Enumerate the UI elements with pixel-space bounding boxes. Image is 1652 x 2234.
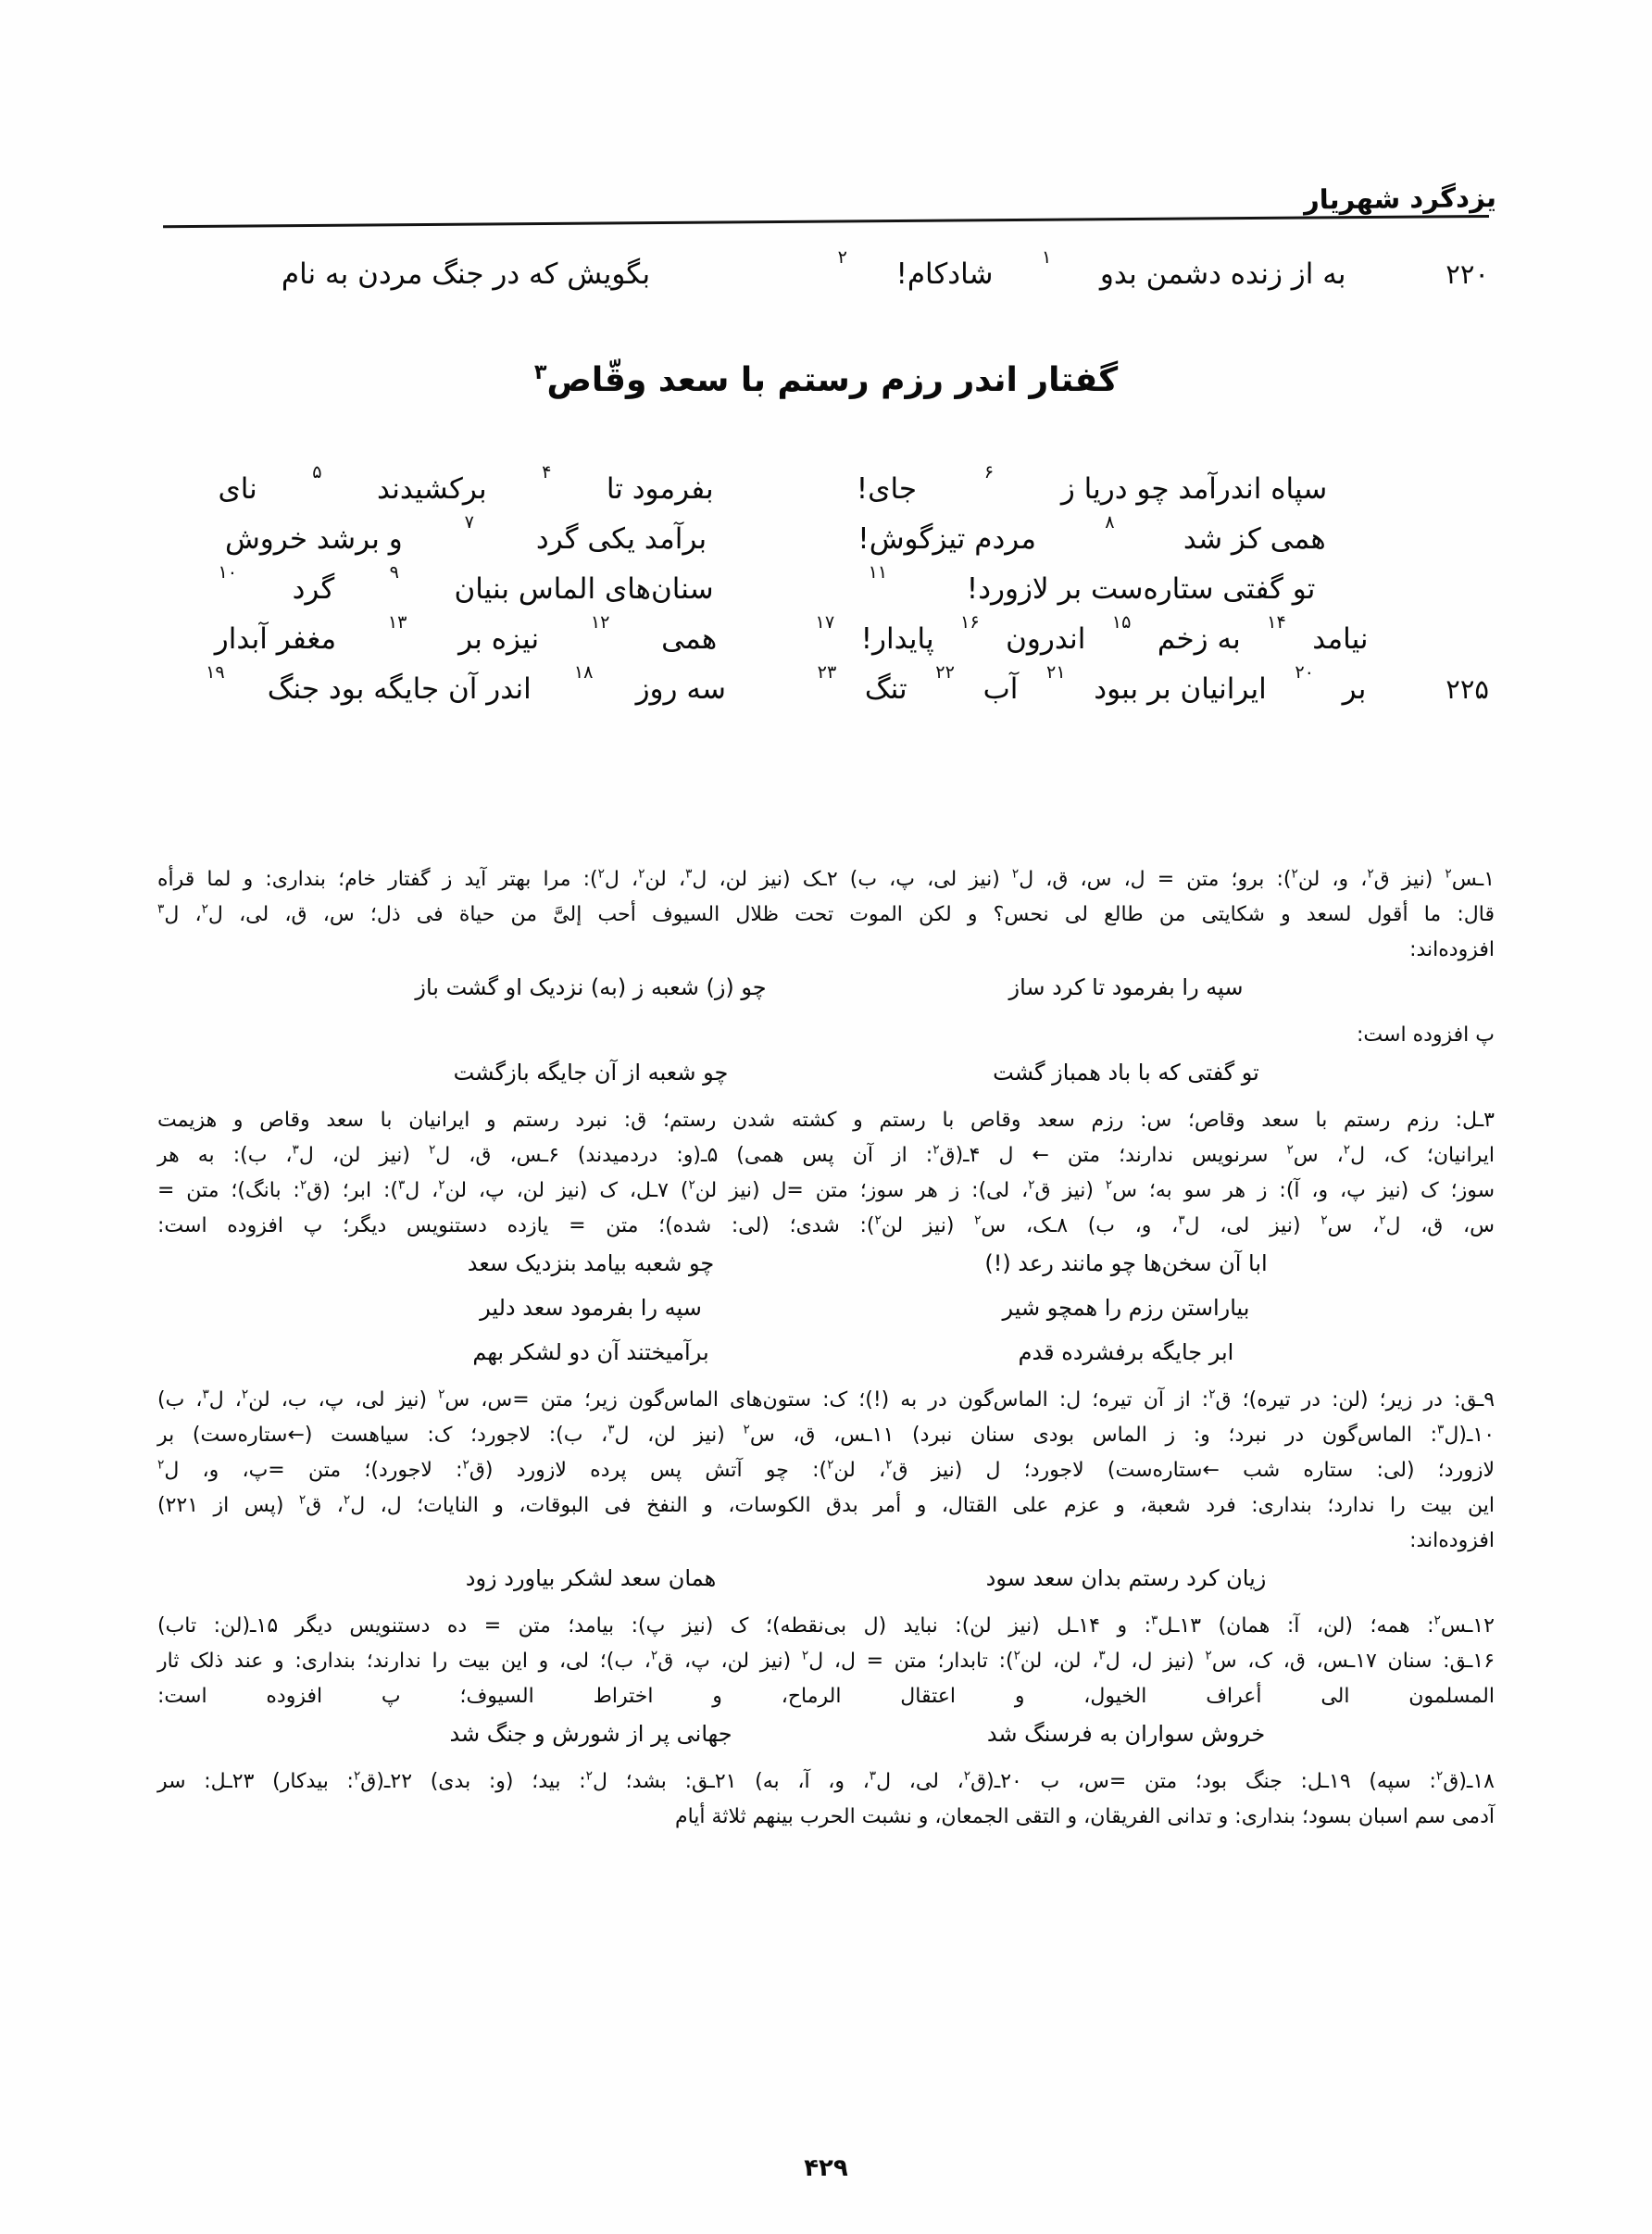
apparatus-line: س، ق، ل$^۲$، س$^۲$ (نیز لی، ل$^۳$، و، ب) ۸ـک، س$^۲$ (نیز لن$^۲$): شدی؛ (لی: شده)؛ متن = یازده دستنویس دیگر؛ پ افزوده است: xyxy=(157,1212,1496,1237)
apparatus-line: افزوده‌اند: xyxy=(1409,1529,1495,1552)
verse-line xyxy=(163,461,1489,522)
chapter-heading-note: ۳ xyxy=(533,360,547,384)
inset-couplet xyxy=(157,1247,1495,1380)
apparatus-line: افزوده‌اند: xyxy=(1409,938,1495,961)
hemistich-right: بگویش که در جنگ مردن به نام xyxy=(281,257,651,291)
hemistich-right: سنان‌های الماس بنیان ۹ گرد ۱۰ xyxy=(218,561,714,606)
apparatus-line: آدمی سم اسبان بسود؛ بنداری: و تدانی الفریقان، و التقی الجمعان، و نشبت الحرب بینهم ثلاثة أیام xyxy=(674,1805,1495,1828)
hemistich-left: به از زنده دشمن بدو ۱ شادکام! ۲ xyxy=(837,246,1346,291)
apparatus-line: المسلمون الی أعراف الخیول، و اعتقال الرماح، و اختراط السیوف؛ پ افزوده است: xyxy=(157,1685,1495,1708)
hemistich-left: بر ۲۰ ایرانیان بر ببود ۲۱ آب ۲۲ تنگ ۲۳ xyxy=(817,661,1367,706)
hemistich-right: سه روز ۱۸ اندر آن جایگه بود جنگ ۱۹ xyxy=(206,661,726,706)
hemistich-right: برآمیختند آن دو لشکر بهم xyxy=(472,1339,709,1365)
hemistich-left: زیان کرد رستم بدان سعد سود xyxy=(985,1565,1267,1591)
verse-block-top xyxy=(163,246,1489,307)
verse-line xyxy=(163,511,1489,572)
hemistich-right: سپه را بفرمود سعد دلیر xyxy=(480,1295,702,1321)
hemistich-left: بیاراستن رزم را همچو شیر xyxy=(1002,1295,1250,1321)
hemistich-left: ابر جایگه برفشرده قدم xyxy=(1018,1339,1234,1365)
apparatus-line: پ افزوده است: xyxy=(1357,1023,1495,1047)
critical-apparatus xyxy=(157,863,1495,1836)
apparatus-line: ۱ـس$^۲$ (نیز ق$^۲$، و، لن$^۲$): برو؛ متن = ل، س، ق، ل$^۲$ (نیز لی، پ، ب) ۲ـک (نیز لن، ل$^۳$، لن$^۲$، ل$^۲$): مرا بهتر آید ز گفتار خام؛ بنداری: و لما قرأه xyxy=(157,866,1496,891)
apparatus-line: ۹ـق: در زیر؛ (لن: در تیره)؛ ق$^۲$: از آن تیره؛ ل: الماس‌گون در به (!)؛ ک: ستون‌های الماس‌گون زیر؛ متن =س، س$^۲$ (نیز لی، پ، ب، لن$^۲$، ل$^۳$، ب) xyxy=(157,1387,1496,1412)
folio-number: ۴۲۹ xyxy=(804,2154,848,2182)
hemistich-right: برآمد یکی گرد ۷ و برشد خروش xyxy=(224,511,707,556)
inset-couplet xyxy=(157,971,1495,1015)
verse-line xyxy=(333,1717,1383,1762)
hemistich-left: تو گفتی که با باد همباز گشت xyxy=(993,1060,1259,1086)
verse-number: ۲۲۵ xyxy=(1446,673,1489,705)
apparatus-line: ۱۰ـ(ل$^۳$: الماس‌گون در نبرد؛ و: ز الماس بودی سنان نبرد) ۱۱ـس، ق، س$^۲$ (نیز لن، ل$^۳$، ب): لاجورد؛ ک: سیاهست (←ستاره‌ست) بر xyxy=(157,1422,1496,1447)
hemistich-left: ابا آن سخن‌ها چو مانند رعد (!) xyxy=(984,1250,1268,1276)
hemistich-left: سپه را بفرمود تا کرد ساز xyxy=(1008,974,1244,1000)
verse-block-main xyxy=(163,461,1489,722)
inset-couplet xyxy=(157,1717,1495,1762)
verse-line xyxy=(333,1336,1383,1380)
inset-couplet xyxy=(157,1056,1495,1100)
chapter-heading xyxy=(0,361,1652,399)
hemistich-right: چو (ز) شعبه ز (به) نزدیک او گشت باز xyxy=(415,974,767,1000)
hemistich-right: همی ۱۲ نیزه بر ۱۳ مغفر آبدار xyxy=(214,611,718,656)
verse-line xyxy=(333,1291,1383,1336)
verse-line xyxy=(163,246,1489,307)
apparatus-line: قال: ما أقول لسعد و شکایتی من طالع لی نحس؟ و لکن الموت تحت ظلال السیوف أحب إلیَّ من حیاة فی ذل؛ س، ق، لی، ل$^۲$، ل$^۳$ xyxy=(157,901,1496,926)
inset-couplet xyxy=(157,1562,1495,1606)
hemistich-left: سپاه اندرآمد چو دریا ز ۶ جای! xyxy=(856,461,1328,506)
apparatus-line: ۱۶ـق: سنان ۱۷ـس، ق، ک، س$^۲$ (نیز ل، ل$^۳$، لن، لن$^۲$): تابدار؛ متن = ل، ل$^۲$ (نیز لن، پ، ق$^۲$، ب)؛ لی، و این بیت را ندارند؛ بنداری: و عند ذلک ثار xyxy=(157,1648,1496,1673)
hemistich-left: همی کز شد ۸ مردم تیزگوش! xyxy=(857,511,1326,556)
apparatus-line: سوز؛ ک (نیز پ، و، آ): ز هر سو به؛ س$^۲$ (نیز ق$^۲$، لی): ز هر سوز؛ متن =ل (نیز لن$^۲$) ۷ـل، ک (نیز لن، پ، لن$^۲$، ل$^۳$): ابر؛ (ق$^۲$: بانگ)؛ متن = xyxy=(157,1177,1495,1202)
apparatus-line: ایرانیان؛ ک، ل$^۲$، س$^۲$ سرنویس ندارند؛ متن ← ل ۴ـ(ق$^۲$: از آن پس همی) ۵ـ(و: دردمیدند) ۶ـس، ق، ل$^۲$ (نیز لن، ل$^۳$، ب): به هر xyxy=(157,1142,1496,1167)
apparatus-line: ۱۲ـس$^۲$: همه؛ (لن، آ: همان) ۱۳ـل$^۳$: و ۱۴ـل (نیز لن): نباید (ل بی‌نقطه)؛ ک (نیز پ): بیامد؛ متن = ده دستنویس دیگر ۱۵ـ(لن: تاب) xyxy=(157,1613,1495,1638)
verse-line xyxy=(333,1247,1383,1291)
hemistich-right: بفرمود تا ۴ برکشیدند ۵ نای xyxy=(218,461,714,506)
hemistich-left: نیامد ۱۴ به زخم ۱۵ اندرون ۱۶ پایدار! ۱۷ xyxy=(815,611,1369,656)
apparatus-line: ۱۸ـ(ق$^۲$: سپه) ۱۹ـل: جنگ بود؛ متن =س، ب ۲۰ـ(ق$^۲$، لی، ل$^۳$، و، آ، به) ۲۱ـق: بشد؛ ل$^۲$: بید؛ (و: بدی) ۲۲ـ(ق$^۲$: بیدکار) ۲۳ـل: سر xyxy=(157,1768,1495,1793)
apparatus-line: این بیت را ندارد؛ بنداری: فرد شعبة، و عزم علی القتال، و أمر بدق الکوسات، و النفخ فی البوقات، و النایات؛ ل، ل$^۲$، ق$^۲$ (پس از ۲۲۱) xyxy=(157,1492,1495,1517)
hemistich-right: چو شعبه از آن جایگه بازگشت xyxy=(453,1060,729,1086)
hemistich-right: چو شعبه بیامد بنزدیک سعد xyxy=(467,1250,715,1276)
verse-number: ۲۲۰ xyxy=(1446,258,1489,290)
verse-line xyxy=(333,1056,1383,1100)
chapter-heading-text: گفتار اندر رزم رستم با سعد وقّاص xyxy=(546,361,1119,399)
header-rule xyxy=(163,215,1489,228)
verse-line xyxy=(333,1562,1383,1606)
verse-line xyxy=(333,971,1383,1015)
apparatus-line: لازورد؛ (لی: ستاره شب ←ستاره‌ست) لاجورد؛ ل (نیز ق$^۲$، لن$^۲$): چو آتش پس پرده لازورد (ق$^۲$: لاجورد)؛ متن =پ، و، ل$^۲$ xyxy=(157,1457,1496,1482)
apparatus-line: ۳ـل: رزم رستم با سعد وقاص؛ س: رزم سعد وقاص با رستم و کشته شدن رستم؛ ق: نبرد رستم و ایرانیان با سعد وقاص و هزیمت xyxy=(157,1109,1495,1132)
running-head: یزدگرد شهریار xyxy=(1303,182,1497,216)
hemistich-right: جهانی پر از شورش و جنگ شد xyxy=(449,1721,732,1747)
verse-line xyxy=(163,661,1489,722)
hemistich-left: تو گفتی ستاره‌ست بر لازورد! ۱۱ xyxy=(868,561,1316,606)
hemistich-left: خروش سواران به فرسنگ شد xyxy=(986,1721,1266,1747)
hemistich-right: همان سعد لشکر بیاورد زود xyxy=(465,1565,717,1591)
